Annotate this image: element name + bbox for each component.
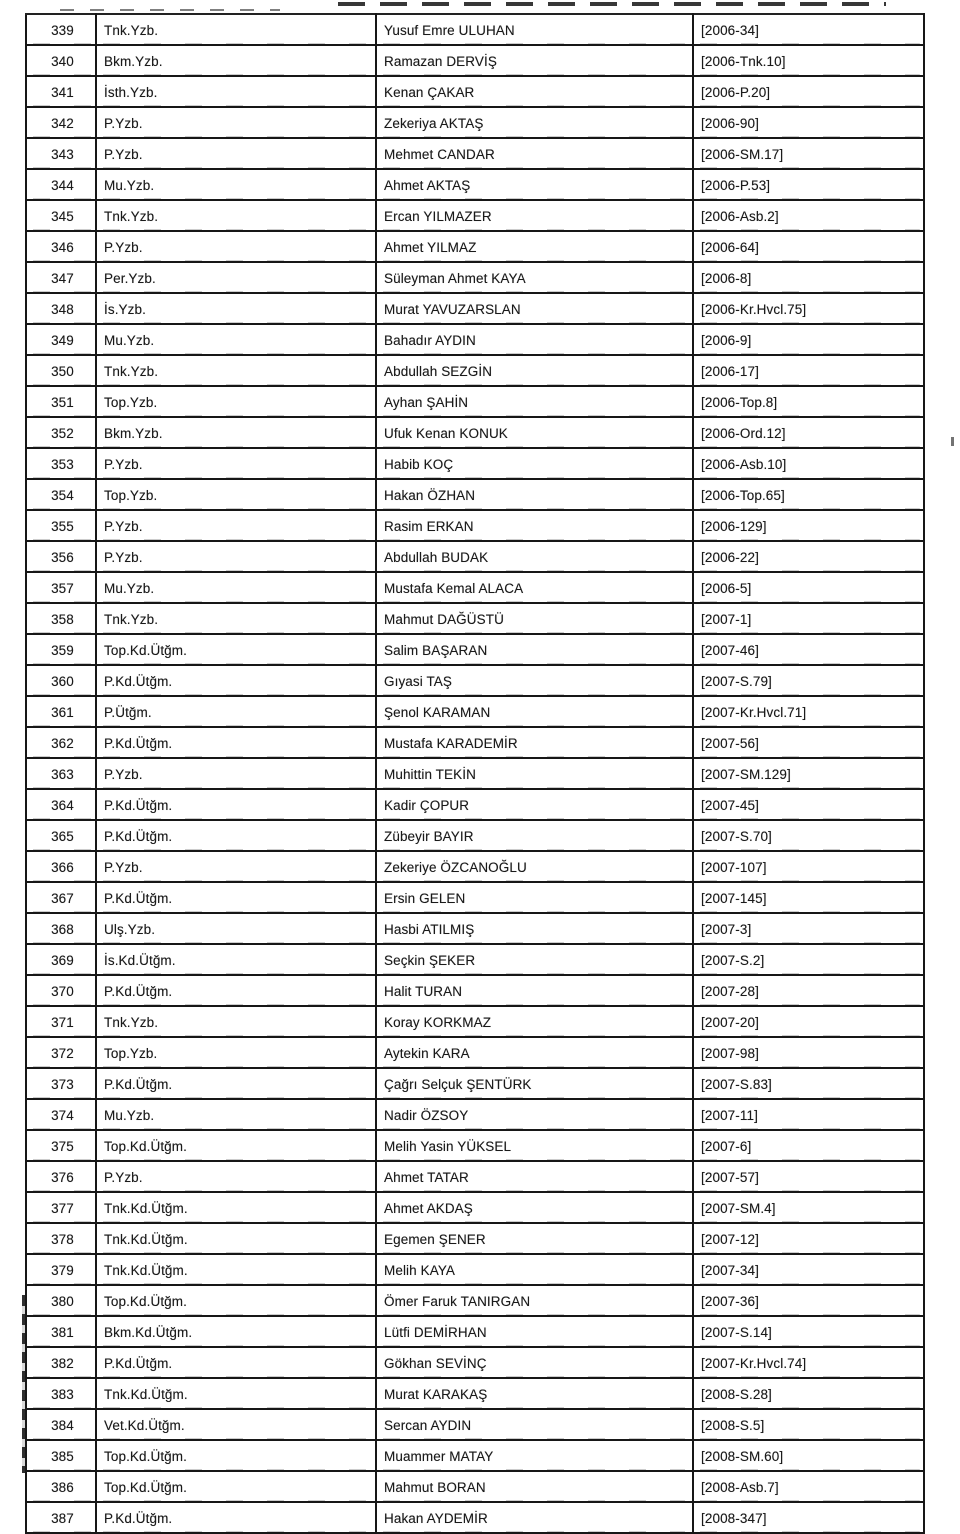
rank-cell: Top.Yzb. xyxy=(96,1037,376,1068)
table-row xyxy=(26,1440,924,1471)
code-cell: [2007-107] xyxy=(693,851,924,882)
code-cell: [2007-45] xyxy=(693,789,924,820)
name-cell: Hakan ÖZHAN xyxy=(376,479,693,510)
name-cell: Ahmet YILMAZ xyxy=(376,231,693,262)
name-cell: Mustafa Kemal ALACA xyxy=(376,572,693,603)
table-row xyxy=(26,293,924,324)
name-cell: Muhittin TEKİN xyxy=(376,758,693,789)
table-row xyxy=(26,1471,924,1502)
table-row xyxy=(26,1347,924,1378)
name-cell: Ömer Faruk TANIRGAN xyxy=(376,1285,693,1316)
name-cell: Zübeyir BAYIR xyxy=(376,820,693,851)
rank-cell: P.Yzb. xyxy=(96,448,376,479)
row-number-cell: 365 xyxy=(26,820,96,851)
scan-artifact-right-speck xyxy=(951,437,954,446)
rank-cell: Mu.Yzb. xyxy=(96,169,376,200)
code-cell: [2006-Top.8] xyxy=(693,386,924,417)
row-number-cell: 375 xyxy=(26,1130,96,1161)
name-cell: Gökhan SEVİNÇ xyxy=(376,1347,693,1378)
table-row xyxy=(26,696,924,727)
table-row xyxy=(26,975,924,1006)
row-number-cell: 387 xyxy=(26,1502,96,1533)
table-row xyxy=(26,138,924,169)
table-row xyxy=(26,665,924,696)
table-row xyxy=(26,169,924,200)
rank-cell: P.Kd.Ütğm. xyxy=(96,727,376,758)
row-number-cell: 348 xyxy=(26,293,96,324)
table-row xyxy=(26,107,924,138)
row-number-cell: 368 xyxy=(26,913,96,944)
name-cell: Koray KORKMAZ xyxy=(376,1006,693,1037)
row-number-cell: 350 xyxy=(26,355,96,386)
row-number-cell: 343 xyxy=(26,138,96,169)
row-number-cell: 347 xyxy=(26,262,96,293)
row-number-cell: 382 xyxy=(26,1347,96,1378)
row-number-cell: 383 xyxy=(26,1378,96,1409)
rank-cell: Bkm.Yzb. xyxy=(96,417,376,448)
name-cell: Ayhan ŞAHİN xyxy=(376,386,693,417)
code-cell: [2007-1] xyxy=(693,603,924,634)
row-number-cell: 386 xyxy=(26,1471,96,1502)
table-row xyxy=(26,510,924,541)
code-cell: [2006-64] xyxy=(693,231,924,262)
code-cell: [2006-Top.65] xyxy=(693,479,924,510)
row-number-cell: 373 xyxy=(26,1068,96,1099)
code-cell: [2007-11] xyxy=(693,1099,924,1130)
name-cell: Abdullah BUDAK xyxy=(376,541,693,572)
row-number-cell: 354 xyxy=(26,479,96,510)
row-number-cell: 380 xyxy=(26,1285,96,1316)
name-cell: Muammer MATAY xyxy=(376,1440,693,1471)
name-cell: Ufuk Kenan KONUK xyxy=(376,417,693,448)
name-cell: Ersin GELEN xyxy=(376,882,693,913)
name-cell: Sercan AYDIN xyxy=(376,1409,693,1440)
name-cell: Egemen ŞENER xyxy=(376,1223,693,1254)
name-cell: Abdullah SEZGİN xyxy=(376,355,693,386)
name-cell: Zekeriye ÖZCANOĞLU xyxy=(376,851,693,882)
table-row xyxy=(26,1099,924,1130)
code-cell: [2006-Asb.2] xyxy=(693,200,924,231)
code-cell: [2006-90] xyxy=(693,107,924,138)
rank-cell: Top.Kd.Ütğm. xyxy=(96,1130,376,1161)
code-cell: [2007-S.14] xyxy=(693,1316,924,1347)
row-number-cell: 370 xyxy=(26,975,96,1006)
name-cell: Şenol KARAMAN xyxy=(376,696,693,727)
name-cell: Habib KOÇ xyxy=(376,448,693,479)
row-number-cell: 378 xyxy=(26,1223,96,1254)
name-cell: Hasbi ATILMIŞ xyxy=(376,913,693,944)
table-row xyxy=(26,1006,924,1037)
code-cell: [2008-SM.60] xyxy=(693,1440,924,1471)
rank-cell: P.Kd.Ütğm. xyxy=(96,1347,376,1378)
rank-cell: İsth.Yzb. xyxy=(96,76,376,107)
code-cell: [2007-Kr.Hvcl.71] xyxy=(693,696,924,727)
rank-cell: Tnk.Kd.Ütğm. xyxy=(96,1254,376,1285)
table-row xyxy=(26,541,924,572)
row-number-cell: 341 xyxy=(26,76,96,107)
rank-cell: Top.Yzb. xyxy=(96,386,376,417)
rank-cell: Tnk.Yzb. xyxy=(96,1006,376,1037)
table-row xyxy=(26,1502,924,1533)
code-cell: [2008-Asb.7] xyxy=(693,1471,924,1502)
rank-cell: P.Yzb. xyxy=(96,231,376,262)
row-number-cell: 361 xyxy=(26,696,96,727)
personnel-table-body xyxy=(26,14,924,1533)
table-row xyxy=(26,417,924,448)
name-cell: Aytekin KARA xyxy=(376,1037,693,1068)
table-row xyxy=(26,386,924,417)
table-row xyxy=(26,603,924,634)
name-cell: Yusuf Emre ULUHAN xyxy=(376,14,693,45)
code-cell: [2006-Tnk.10] xyxy=(693,45,924,76)
code-cell: [2008-S.5] xyxy=(693,1409,924,1440)
code-cell: [2006-Ord.12] xyxy=(693,417,924,448)
row-number-cell: 367 xyxy=(26,882,96,913)
row-number-cell: 360 xyxy=(26,665,96,696)
table-row xyxy=(26,789,924,820)
table-row xyxy=(26,944,924,975)
scan-artifact-top-line-left xyxy=(60,9,280,11)
name-cell: Zekeriya AKTAŞ xyxy=(376,107,693,138)
table-row xyxy=(26,1409,924,1440)
rank-cell: Top.Kd.Ütğm. xyxy=(96,1440,376,1471)
name-cell: Mustafa KARADEMİR xyxy=(376,727,693,758)
row-number-cell: 377 xyxy=(26,1192,96,1223)
code-cell: [2007-28] xyxy=(693,975,924,1006)
row-number-cell: 379 xyxy=(26,1254,96,1285)
row-number-cell: 339 xyxy=(26,14,96,45)
rank-cell: P.Kd.Ütğm. xyxy=(96,665,376,696)
code-cell: [2007-3] xyxy=(693,913,924,944)
table-row xyxy=(26,1316,924,1347)
rank-cell: P.Yzb. xyxy=(96,138,376,169)
scan-artifact-top-line xyxy=(338,2,886,6)
code-cell: [2006-SM.17] xyxy=(693,138,924,169)
name-cell: Ahmet AKTAŞ xyxy=(376,169,693,200)
row-number-cell: 371 xyxy=(26,1006,96,1037)
code-cell: [2008-S.28] xyxy=(693,1378,924,1409)
rank-cell: Bkm.Yzb. xyxy=(96,45,376,76)
row-number-cell: 353 xyxy=(26,448,96,479)
name-cell: Murat KARAKAŞ xyxy=(376,1378,693,1409)
code-cell: [2007-S.70] xyxy=(693,820,924,851)
row-number-cell: 355 xyxy=(26,510,96,541)
rank-cell: Per.Yzb. xyxy=(96,262,376,293)
name-cell: Hakan AYDEMİR xyxy=(376,1502,693,1533)
name-cell: Melih KAYA xyxy=(376,1254,693,1285)
code-cell: [2006-9] xyxy=(693,324,924,355)
code-cell: [2007-S.83] xyxy=(693,1068,924,1099)
rank-cell: P.Yzb. xyxy=(96,758,376,789)
rank-cell: P.Kd.Ütğm. xyxy=(96,1502,376,1533)
code-cell: [2006-P.20] xyxy=(693,76,924,107)
table-row xyxy=(26,634,924,665)
table-row xyxy=(26,727,924,758)
rank-cell: Top.Yzb. xyxy=(96,479,376,510)
rank-cell: P.Yzb. xyxy=(96,510,376,541)
rank-cell: Mu.Yzb. xyxy=(96,572,376,603)
row-number-cell: 356 xyxy=(26,541,96,572)
row-number-cell: 359 xyxy=(26,634,96,665)
code-cell: [2007-S.2] xyxy=(693,944,924,975)
table-row xyxy=(26,76,924,107)
row-number-cell: 384 xyxy=(26,1409,96,1440)
name-cell: Ercan YILMAZER xyxy=(376,200,693,231)
name-cell: Lütfi DEMİRHAN xyxy=(376,1316,693,1347)
row-number-cell: 358 xyxy=(26,603,96,634)
table-row xyxy=(26,448,924,479)
table-row xyxy=(26,820,924,851)
code-cell: [2006-129] xyxy=(693,510,924,541)
row-number-cell: 346 xyxy=(26,231,96,262)
code-cell: [2007-6] xyxy=(693,1130,924,1161)
table-row xyxy=(26,355,924,386)
name-cell: Salim BAŞARAN xyxy=(376,634,693,665)
code-cell: [2006-Asb.10] xyxy=(693,448,924,479)
table-row xyxy=(26,262,924,293)
name-cell: Kenan ÇAKAR xyxy=(376,76,693,107)
name-cell: Gıyasi TAŞ xyxy=(376,665,693,696)
rank-cell: P.Kd.Ütğm. xyxy=(96,1068,376,1099)
row-number-cell: 374 xyxy=(26,1099,96,1130)
name-cell: Melih Yasin YÜKSEL xyxy=(376,1130,693,1161)
rank-cell: P.Yzb. xyxy=(96,1161,376,1192)
code-cell: [2006-8] xyxy=(693,262,924,293)
table-row xyxy=(26,14,924,45)
rank-cell: Tnk.Yzb. xyxy=(96,603,376,634)
name-cell: Mahmut BORAN xyxy=(376,1471,693,1502)
rank-cell: P.Yzb. xyxy=(96,107,376,138)
row-number-cell: 345 xyxy=(26,200,96,231)
row-number-cell: 357 xyxy=(26,572,96,603)
code-cell: [2007-36] xyxy=(693,1285,924,1316)
rank-cell: Tnk.Kd.Ütğm. xyxy=(96,1223,376,1254)
row-number-cell: 352 xyxy=(26,417,96,448)
name-cell: Ahmet TATAR xyxy=(376,1161,693,1192)
code-cell: [2007-34] xyxy=(693,1254,924,1285)
code-cell: [2007-SM.129] xyxy=(693,758,924,789)
code-cell: [2006-Kr.Hvcl.75] xyxy=(693,293,924,324)
code-cell: [2006-17] xyxy=(693,355,924,386)
table-row xyxy=(26,1254,924,1285)
name-cell: Süleyman Ahmet KAYA xyxy=(376,262,693,293)
row-number-cell: 340 xyxy=(26,45,96,76)
rank-cell: Tnk.Kd.Ütğm. xyxy=(96,1192,376,1223)
code-cell: [2007-145] xyxy=(693,882,924,913)
table-row xyxy=(26,882,924,913)
rank-cell: P.Yzb. xyxy=(96,541,376,572)
table-row xyxy=(26,1378,924,1409)
row-number-cell: 364 xyxy=(26,789,96,820)
rank-cell: İs.Yzb. xyxy=(96,293,376,324)
row-number-cell: 351 xyxy=(26,386,96,417)
table-row xyxy=(26,479,924,510)
code-cell: [2006-P.53] xyxy=(693,169,924,200)
row-number-cell: 344 xyxy=(26,169,96,200)
code-cell: [2007-Kr.Hvcl.74] xyxy=(693,1347,924,1378)
code-cell: [2007-56] xyxy=(693,727,924,758)
code-cell: [2006-22] xyxy=(693,541,924,572)
code-cell: [2007-S.79] xyxy=(693,665,924,696)
rank-cell: Mu.Yzb. xyxy=(96,324,376,355)
code-cell: [2006-5] xyxy=(693,572,924,603)
rank-cell: Bkm.Kd.Ütğm. xyxy=(96,1316,376,1347)
rank-cell: İs.Kd.Ütğm. xyxy=(96,944,376,975)
row-number-cell: 362 xyxy=(26,727,96,758)
row-number-cell: 342 xyxy=(26,107,96,138)
row-number-cell: 363 xyxy=(26,758,96,789)
table-row xyxy=(26,1161,924,1192)
name-cell: Halit TURAN xyxy=(376,975,693,1006)
table-row xyxy=(26,324,924,355)
rank-cell: Top.Kd.Ütğm. xyxy=(96,1471,376,1502)
personnel-table xyxy=(25,13,925,1534)
name-cell: Seçkin ŞEKER xyxy=(376,944,693,975)
name-cell: Bahadır AYDIN xyxy=(376,324,693,355)
rank-cell: Tnk.Kd.Ütğm. xyxy=(96,1378,376,1409)
table-row xyxy=(26,1285,924,1316)
table-row xyxy=(26,1068,924,1099)
row-number-cell: 366 xyxy=(26,851,96,882)
table-row xyxy=(26,45,924,76)
name-cell: Mahmut DAĞÜSTÜ xyxy=(376,603,693,634)
table-row xyxy=(26,572,924,603)
table-row xyxy=(26,1223,924,1254)
table-row xyxy=(26,851,924,882)
row-number-cell: 381 xyxy=(26,1316,96,1347)
code-cell: [2007-20] xyxy=(693,1006,924,1037)
table-row xyxy=(26,1130,924,1161)
row-number-cell: 385 xyxy=(26,1440,96,1471)
name-cell: Ramazan DERVİŞ xyxy=(376,45,693,76)
code-cell: [2007-SM.4] xyxy=(693,1192,924,1223)
row-number-cell: 349 xyxy=(26,324,96,355)
row-number-cell: 372 xyxy=(26,1037,96,1068)
rank-cell: Top.Kd.Ütğm. xyxy=(96,1285,376,1316)
code-cell: [2008-347] xyxy=(693,1502,924,1533)
table-row xyxy=(26,1192,924,1223)
code-cell: [2007-12] xyxy=(693,1223,924,1254)
rank-cell: Ulş.Yzb. xyxy=(96,913,376,944)
rank-cell: Tnk.Yzb. xyxy=(96,200,376,231)
rank-cell: P.Kd.Ütğm. xyxy=(96,789,376,820)
code-cell: [2007-57] xyxy=(693,1161,924,1192)
table-row xyxy=(26,200,924,231)
name-cell: Ahmet AKDAŞ xyxy=(376,1192,693,1223)
rank-cell: P.Kd.Ütğm. xyxy=(96,975,376,1006)
rank-cell: P.Kd.Ütğm. xyxy=(96,882,376,913)
rank-cell: P.Yzb. xyxy=(96,851,376,882)
table-row xyxy=(26,913,924,944)
rank-cell: P.Ütğm. xyxy=(96,696,376,727)
code-cell: [2006-34] xyxy=(693,14,924,45)
code-cell: [2007-46] xyxy=(693,634,924,665)
rank-cell: P.Kd.Ütğm. xyxy=(96,820,376,851)
name-cell: Nadir ÖZSOY xyxy=(376,1099,693,1130)
rank-cell: Vet.Kd.Ütğm. xyxy=(96,1409,376,1440)
rank-cell: Top.Kd.Ütğm. xyxy=(96,634,376,665)
name-cell: Murat YAVUZARSLAN xyxy=(376,293,693,324)
name-cell: Mehmet CANDAR xyxy=(376,138,693,169)
table-row xyxy=(26,758,924,789)
rank-cell: Mu.Yzb. xyxy=(96,1099,376,1130)
name-cell: Rasim ERKAN xyxy=(376,510,693,541)
row-number-cell: 376 xyxy=(26,1161,96,1192)
code-cell: [2007-98] xyxy=(693,1037,924,1068)
rank-cell: Tnk.Yzb. xyxy=(96,355,376,386)
table-row xyxy=(26,1037,924,1068)
name-cell: Kadir ÇOPUR xyxy=(376,789,693,820)
rank-cell: Tnk.Yzb. xyxy=(96,14,376,45)
name-cell: Çağrı Selçuk ŞENTÜRK xyxy=(376,1068,693,1099)
row-number-cell: 369 xyxy=(26,944,96,975)
table-row xyxy=(26,231,924,262)
